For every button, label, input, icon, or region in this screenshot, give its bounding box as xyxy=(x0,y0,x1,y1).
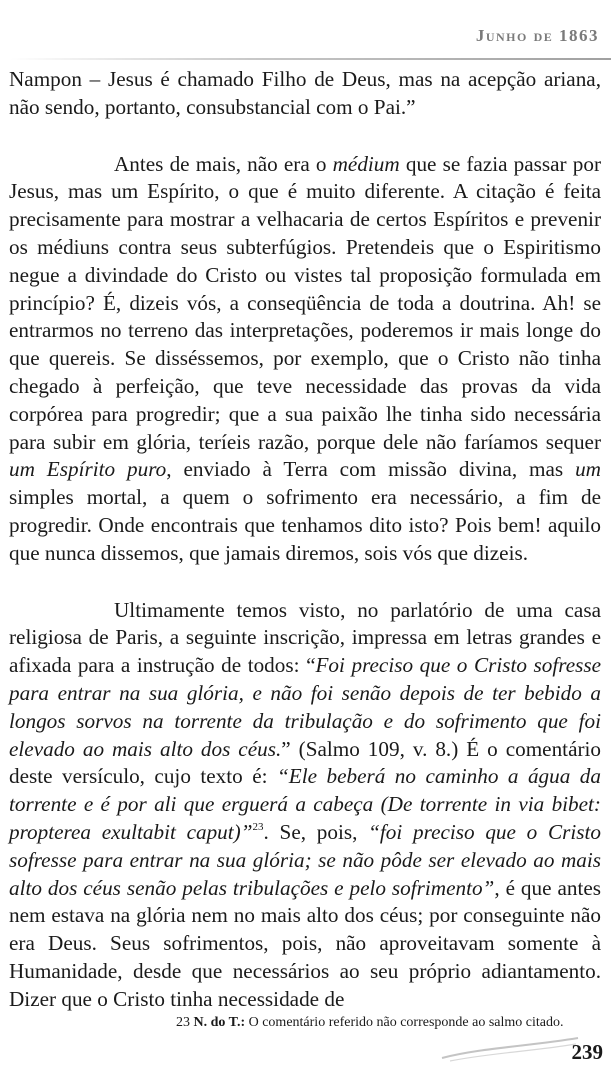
page-number: 239 xyxy=(571,1040,603,1064)
paragraph-2 xyxy=(9,151,601,568)
paragraph-3-text-1: Ultimamente temos visto, no parlatório de uma casa religiosa de Paris, a seguinte inscrição, impressa em letras grandes e afixada para a instrução de todos: “ xyxy=(9,597,601,678)
footnote-number: 23 xyxy=(176,1015,190,1030)
paragraph-3-quote-3: “foi preciso que o Cristo sofresse para entrar na sua glória; se não pôde ser elevado ao mais alto dos céus senão pelas tribulações e pelo sofrimento” xyxy=(9,819,601,900)
paragraph-3-text-3: . Se, pois, xyxy=(263,819,369,844)
footnote-label: N. do T.: xyxy=(193,1015,246,1030)
paragraph-2-text-3: , enviado à Terra com missão divina, mas xyxy=(166,457,576,482)
paragraph-2-text-1: Antes de mais, não era o xyxy=(114,151,333,176)
paragraph-2-emphasis-1: médium xyxy=(332,151,400,176)
footnote xyxy=(176,1015,564,1031)
footnote-text: O comentário referido não corresponde ao salmo citado. xyxy=(248,1015,564,1030)
paragraph-3-text-2: ” (Salmo 109, v. 8.) É o comentário deste versículo, cujo texto é: xyxy=(9,736,602,789)
paragraph-3-text-4: , é que antes nem estava na glória nem no mais alto dos céus; por conseguinte não era Deus. Seus sofrimentos, pois, não aproveitavam somente à Humanidade, desde que necessários ao seu próprio adiantamento. Dizer que o Cristo tinha necessidade de xyxy=(9,875,601,1011)
paragraph-3 xyxy=(9,597,601,1014)
paragraph-3-quote-1: Foi preciso que o Cristo sofresse para entrar na sua glória, e não foi senão depois de ter bebido a longos sorvos na torrente da tribulação e do sofrimento que foi elevado ao mais alto dos céus. xyxy=(9,653,601,761)
paragraph-2-text-4: simples mortal, a quem o sofrimento era necessário, a fim de progredir. Onde encontrais que tenhamos dito isto? Pois bem! aquilo que nunca dissemos, que jamais diremos, sois vós que dizeis. xyxy=(9,485,601,565)
page-body xyxy=(9,66,601,1014)
paragraph-3-quote-2: “Ele beberá no caminho a água da torrente e é por ali que erguerá a cabeça (De torrente in via bibet: propterea exultabit caput)” xyxy=(9,764,601,844)
paragraph-2-emphasis-2: um Espírito puro xyxy=(9,457,167,482)
page-ornament-swoosh xyxy=(440,1034,580,1064)
paragraph-2-text-2: que se fazia passar por Jesus, mas um Espírito, o que é muito diferente. A citação é feita precisamente para mostrar a velhacaria de certos Espíritos e prevenir os médiuns contra seus subterfúgios. Pretendeis que o Espiritismo negue a divindade do Cristo ou vistes tal proposição formulada em princípio? É, dizeis vós, a conseqüência de toda a doutrina. Ah! se entrarmos no terreno das interpretações, poderemos ir mais longe do que quereis. Se disséssemos, por exemplo, que o Cristo não tinha chegado à perfeição, que teve necessidade das provas da vida corpórea para progredir; que a sua paixão lhe tinha sido necessária para subir em glória, teríeis razão, porque dele não faríamos sequer xyxy=(9,151,601,454)
paragraph-1: Nampon – Jesus é chamado Filho de Deus, mas na acepção ariana, não sendo, portanto, consubstancial com o Pai.” xyxy=(9,67,601,119)
running-header: Junho de 1863 xyxy=(475,26,599,45)
footnote-reference[interactable]: 23 xyxy=(252,820,264,833)
paragraph-2-emphasis-3: um xyxy=(575,457,601,482)
header-rule xyxy=(10,58,611,60)
